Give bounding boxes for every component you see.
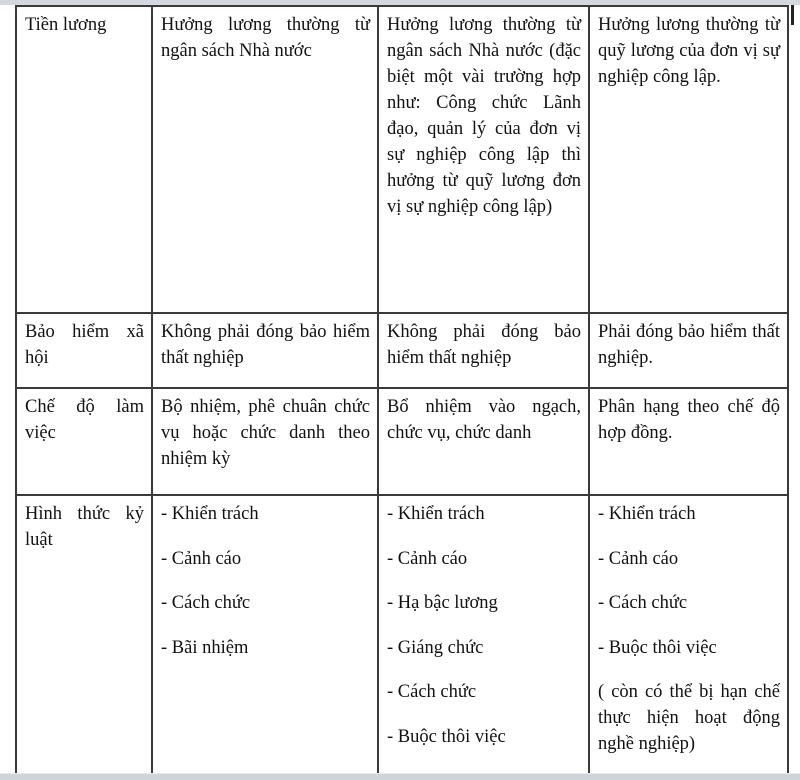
list-item: - Hạ bậc lương <box>387 593 498 613</box>
list-item: - Bãi nhiệm <box>161 637 249 658</box>
list-item: - Buộc thôi việc <box>387 726 506 747</box>
table-cell <box>152 495 378 778</box>
table-cell: Không phải đóng bảo hiểm thất nghiệp <box>378 313 589 388</box>
table-cell: Phải đóng bảo hiểm thất nghiệp. <box>589 313 788 388</box>
criterion-cell: Hình thức kỷ luật <box>16 495 152 778</box>
criterion-cell: Bảo hiểm xã hội <box>16 313 152 388</box>
table-cell: Bổ nhiệm vào ngạch, chức vụ, chức danh <box>378 388 589 495</box>
comparison-table <box>15 5 789 779</box>
criterion-cell: Tiền lương <box>16 6 152 313</box>
table-row-social-insurance <box>16 313 788 388</box>
table-cell: Hưởng lương thường từ ngân sách Nhà nước (đặc biệt một vài trường hợp như: Công chức Lãnh đạo, quản lý của đơn vị sự nghiệp công lập thì hưởng từ quỹ lương đơn vị sự nghiệp công lập) <box>378 6 589 313</box>
list-item: - Giáng chức <box>387 637 484 658</box>
table-cell <box>378 495 589 778</box>
list-item: - Khiển trách <box>387 504 485 524</box>
list-item: - Cách chức <box>161 593 251 613</box>
list-item: - Khiển trách <box>598 504 696 524</box>
list-item: - Cảnh cáo <box>387 548 468 569</box>
list-item: - Buộc thôi việc <box>598 637 717 658</box>
list-item: - Cách chức <box>598 593 688 613</box>
table-cell: Phân hạng theo chế độ hợp đồng. <box>589 388 788 495</box>
discipline-note: ( còn có thể bị hạn chế thực hiện hoạt động nghề nghiệp) <box>598 682 780 754</box>
list-item: - Cảnh cáo <box>598 548 679 569</box>
text-cursor-marker <box>791 5 794 25</box>
list-item: - Cảnh cáo <box>161 548 242 569</box>
table-row-discipline <box>16 495 788 778</box>
list-item: - Cách chức <box>387 682 477 702</box>
table-row-salary <box>16 6 788 313</box>
table-cell: Hưởng lương thường từ quỹ lương của đơn vị sự nghiệp công lập. <box>589 6 788 313</box>
table-row-work-regime <box>16 388 788 495</box>
list-item: - Khiển trách <box>161 504 259 524</box>
table-cell <box>589 495 788 778</box>
criterion-cell: Chế độ làm việc <box>16 388 152 495</box>
table-cell: Bộ nhiệm, phê chuân chức vụ hoặc chức danh theo nhiệm kỳ <box>152 388 378 495</box>
table-cell: Không phải đóng bảo hiểm thất nghiệp <box>152 313 378 388</box>
table-cell: Hưởng lương thường từ ngân sách Nhà nước <box>152 6 378 313</box>
